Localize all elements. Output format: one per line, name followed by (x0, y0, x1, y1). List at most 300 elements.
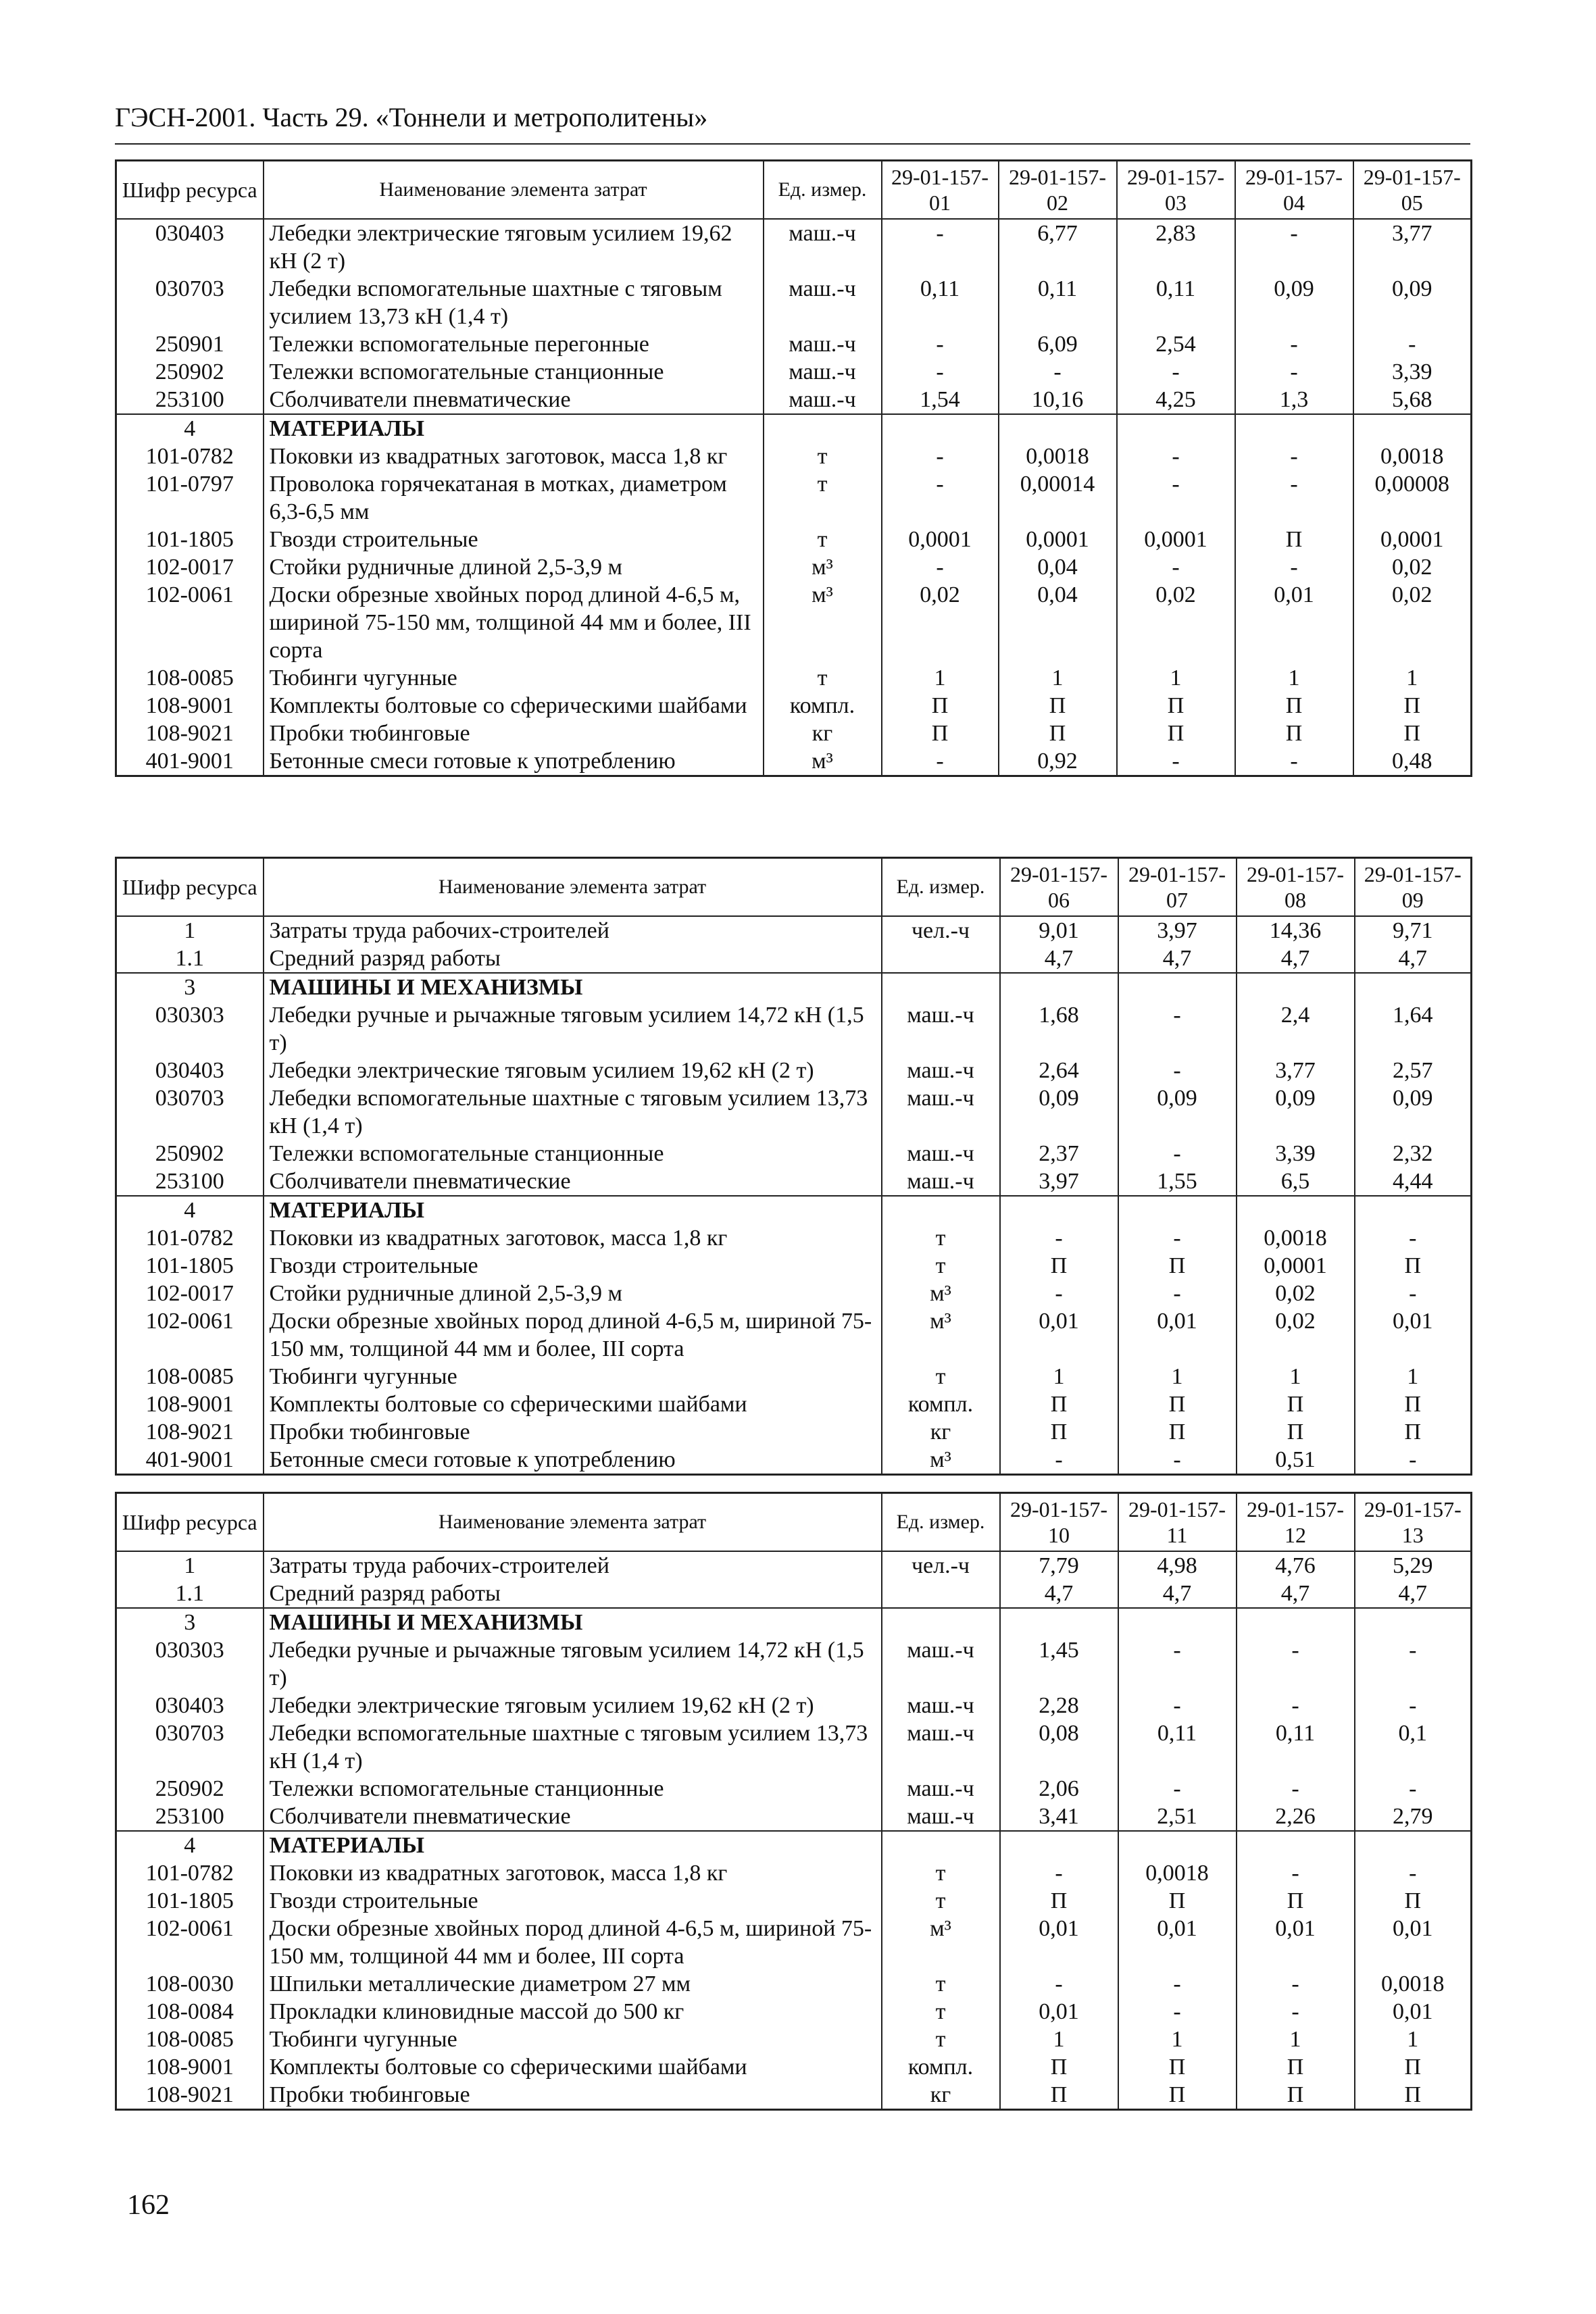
resource-code: 108-9021 (116, 2081, 264, 2110)
norm-value: 2,37 (1000, 1140, 1118, 1167)
norm-value: 0,11 (882, 275, 999, 330)
table-row (116, 1418, 1472, 1446)
table-row (116, 1446, 1472, 1475)
unit (882, 1580, 1000, 1608)
norm-value: 0,09 (1353, 275, 1472, 330)
unit: маш.-ч (764, 358, 882, 386)
section-row (116, 1196, 1472, 1224)
header-norm-code: 29-01-157-03 (1117, 161, 1235, 220)
unit: т (882, 2026, 1000, 2053)
table-row (116, 692, 1472, 720)
cost-element-name: Комплекты болтовые со сферическими шайбами (264, 2053, 882, 2081)
header-rule (115, 143, 1470, 145)
norm-value: 0,01 (1355, 1915, 1472, 1970)
header-unit: Ед. измер. (882, 1493, 1000, 1552)
norm-value: - (1237, 1998, 1355, 2026)
norm-value: - (1118, 1001, 1237, 1057)
table-row (116, 1551, 1472, 1580)
table-row (116, 916, 1472, 945)
norm-value: 2,26 (1237, 1803, 1355, 1831)
norm-value: П (1355, 1252, 1472, 1280)
section-title: МАТЕРИАЛЫ (264, 1831, 882, 1859)
norm-value: - (1237, 1692, 1355, 1719)
norm-value: П (1000, 1418, 1118, 1446)
unit: кг (882, 2081, 1000, 2110)
norm-value: - (1000, 1970, 1118, 1998)
unit: т (882, 1363, 1000, 1390)
resource-code: 030403 (116, 219, 264, 275)
cost-element-name: Проволока горячекатаная в мотках, диаметром 6,3-6,5 мм (264, 470, 764, 526)
table-row (116, 1252, 1472, 1280)
resource-code: 250902 (116, 1775, 264, 1803)
table-row (116, 2026, 1472, 2053)
resource-table-1 (115, 159, 1472, 777)
resource-code: 250902 (116, 358, 264, 386)
resource-code: 108-0085 (116, 664, 264, 692)
norm-value: - (882, 358, 999, 386)
table-row (116, 1001, 1472, 1057)
unit (764, 414, 882, 443)
resource-code: 253100 (116, 386, 264, 414)
unit: кг (882, 1418, 1000, 1446)
table-row (116, 1859, 1472, 1887)
norm-value: П (882, 720, 999, 747)
table-row (116, 1692, 1472, 1719)
norm-value: 0,0018 (999, 443, 1117, 470)
table-row (116, 1280, 1472, 1307)
norm-value: - (1118, 1140, 1237, 1167)
norm-value: 3,97 (1000, 1167, 1118, 1196)
norm-value (1237, 1831, 1355, 1859)
norm-value: 0,09 (1355, 1084, 1472, 1140)
norm-value: 0,01 (1118, 1307, 1237, 1363)
norm-value: 2,83 (1117, 219, 1235, 275)
resource-code: 108-0085 (116, 2026, 264, 2053)
cost-element-name: Лебедки электрические тяговым усилием 19,62 кН (2 т) (264, 1692, 882, 1719)
norm-value: П (1355, 1418, 1472, 1446)
norm-value: - (1118, 1970, 1237, 1998)
resource-code: 1.1 (116, 1580, 264, 1608)
norm-value: 4,98 (1118, 1551, 1237, 1580)
norm-value: 1,64 (1355, 1001, 1472, 1057)
norm-value: 1,55 (1118, 1167, 1237, 1196)
norm-value: - (1000, 1446, 1118, 1475)
norm-value: 0,08 (1000, 1719, 1118, 1775)
resource-code: 4 (116, 1831, 264, 1859)
table-row (116, 1057, 1472, 1084)
unit: т (764, 443, 882, 470)
norm-value (1355, 973, 1472, 1001)
norm-value: 1,45 (1000, 1636, 1118, 1692)
table-row (116, 1887, 1472, 1915)
norm-value (1355, 1608, 1472, 1636)
norm-value: 0,0001 (882, 526, 999, 553)
norm-value: 4,7 (1355, 945, 1472, 973)
table-row (116, 219, 1472, 275)
unit: м³ (882, 1446, 1000, 1475)
cost-element-name: Прокладки клиновидные массой до 500 кг (264, 1998, 882, 2026)
resource-code: 3 (116, 973, 264, 1001)
cost-element-name: Стойки рудничные длиной 2,5-3,9 м (264, 1280, 882, 1307)
unit: маш.-ч (882, 1636, 1000, 1692)
unit: т (882, 1970, 1000, 1998)
norm-value: - (1118, 1446, 1237, 1475)
norm-value: - (1117, 553, 1235, 581)
page-header-title: ГЭСН-2001. Часть 29. «Тоннели и метрополитены» (115, 102, 708, 132)
header-cost-element-name: Наименование элемента затрат (264, 858, 882, 917)
norm-value: 1 (1000, 2026, 1118, 2053)
resource-code: 1 (116, 916, 264, 945)
norm-value: 2,06 (1000, 1775, 1118, 1803)
norm-value: 7,79 (1000, 1551, 1118, 1580)
unit: т (882, 1224, 1000, 1252)
cost-element-name: Доски обрезные хвойных пород длиной 4-6,5 м, шириной 75-150 мм, толщиной 44 мм и более, III сорта (264, 581, 764, 664)
norm-value (1355, 1831, 1472, 1859)
norm-value (1000, 1196, 1118, 1224)
unit: маш.-ч (882, 1803, 1000, 1831)
norm-value (1117, 414, 1235, 443)
resource-code: 030703 (116, 1719, 264, 1775)
header-norm-code: 29-01-157-05 (1353, 161, 1472, 220)
norm-value: 0,01 (1000, 1307, 1118, 1363)
norm-value: 2,28 (1000, 1692, 1118, 1719)
unit: маш.-ч (882, 1001, 1000, 1057)
table-row (116, 1167, 1472, 1196)
table-row (116, 1224, 1472, 1252)
norm-value: 1 (1117, 664, 1235, 692)
norm-value: П (1000, 1390, 1118, 1418)
cost-element-name: Пробки тюбинговые (264, 2081, 882, 2110)
norm-value: 6,5 (1237, 1167, 1355, 1196)
unit (882, 1608, 1000, 1636)
norm-value: 1,68 (1000, 1001, 1118, 1057)
cost-element-name: Комплекты болтовые со сферическими шайбами (264, 692, 764, 720)
norm-value: - (1355, 1859, 1472, 1887)
norm-value: 4,44 (1355, 1167, 1472, 1196)
norm-value: П (1117, 720, 1235, 747)
norm-value: П (1118, 1887, 1237, 1915)
norm-value: 0,48 (1353, 747, 1472, 776)
norm-value: - (1117, 443, 1235, 470)
norm-value: 0,02 (1353, 581, 1472, 664)
norm-value: 0,92 (999, 747, 1117, 776)
table-row (116, 720, 1472, 747)
norm-value: - (1000, 1280, 1118, 1307)
cost-element-name: Сболчиватели пневматические (264, 386, 764, 414)
unit: маш.-ч (882, 1167, 1000, 1196)
norm-value: П (1000, 1887, 1118, 1915)
norm-value: - (1353, 330, 1472, 358)
norm-value (882, 414, 999, 443)
resource-code: 030703 (116, 275, 264, 330)
resource-code: 030403 (116, 1057, 264, 1084)
norm-value: - (1237, 1859, 1355, 1887)
norm-value: - (882, 747, 999, 776)
resource-code: 101-0782 (116, 1224, 264, 1252)
norm-value: 4,7 (1355, 1580, 1472, 1608)
table-row (116, 1915, 1472, 1970)
cost-element-name: Сболчиватели пневматические (264, 1167, 882, 1196)
norm-value: 9,01 (1000, 916, 1118, 945)
resource-code: 253100 (116, 1167, 264, 1196)
header-resource-code: Шифр ресурса (116, 161, 264, 220)
unit: маш.-ч (882, 1140, 1000, 1167)
unit: т (764, 664, 882, 692)
norm-value (1353, 414, 1472, 443)
norm-value: 2,79 (1355, 1803, 1472, 1831)
table-row (116, 470, 1472, 526)
norm-value (1237, 1196, 1355, 1224)
resource-code: 108-0084 (116, 1998, 264, 2026)
unit: маш.-ч (882, 1084, 1000, 1140)
resource-code: 250902 (116, 1140, 264, 1167)
unit: чел.-ч (882, 1551, 1000, 1580)
table-header-row (116, 1493, 1472, 1552)
norm-value: 0,02 (1237, 1280, 1355, 1307)
unit (882, 973, 1000, 1001)
resource-code: 108-9001 (116, 692, 264, 720)
norm-value: 1 (1237, 2026, 1355, 2053)
resource-code: 253100 (116, 1803, 264, 1831)
unit: т (764, 526, 882, 553)
norm-value: - (1355, 1775, 1472, 1803)
norm-value: П (1237, 2053, 1355, 2081)
norm-value: - (1355, 1636, 1472, 1692)
cost-element-name: Лебедки электрические тяговым усилием 19,62 кН (2 т) (264, 219, 764, 275)
norm-value: 0,0018 (1237, 1224, 1355, 1252)
cost-element-name: Пробки тюбинговые (264, 720, 764, 747)
resource-code: 102-0061 (116, 1307, 264, 1363)
norm-value: - (1355, 1280, 1472, 1307)
resource-code: 108-9001 (116, 2053, 264, 2081)
unit: компл. (882, 2053, 1000, 2081)
unit (882, 945, 1000, 973)
norm-value: П (1237, 1390, 1355, 1418)
norm-value (1000, 1608, 1118, 1636)
unit: чел.-ч (882, 916, 1000, 945)
norm-value: 10,16 (999, 386, 1117, 414)
norm-value: 0,0001 (1237, 1252, 1355, 1280)
resource-table-3 (115, 1492, 1472, 2111)
norm-value: 0,02 (1237, 1307, 1355, 1363)
norm-value: 0,0018 (1355, 1970, 1472, 1998)
table-header-row (116, 858, 1472, 917)
norm-value: 2,32 (1355, 1140, 1472, 1167)
unit: маш.-ч (882, 1775, 1000, 1803)
table-row (116, 1140, 1472, 1167)
section-title: МАТЕРИАЛЫ (264, 1196, 882, 1224)
cost-element-name: Доски обрезные хвойных пород длиной 4-6,5 м, шириной 75-150 мм, толщиной 44 мм и более, III сорта (264, 1307, 882, 1363)
norm-value: - (1118, 1775, 1237, 1803)
norm-value (1237, 973, 1355, 1001)
header-norm-code: 29-01-157-10 (1000, 1493, 1118, 1552)
norm-value: 5,68 (1353, 386, 1472, 414)
norm-value: 6,77 (999, 219, 1117, 275)
section-row (116, 1831, 1472, 1859)
norm-value: - (1235, 330, 1353, 358)
norm-value: - (1118, 1636, 1237, 1692)
cost-element-name: Комплекты болтовые со сферическими шайбами (264, 1390, 882, 1418)
cost-element-name: Тележки вспомогательные перегонные (264, 330, 764, 358)
header-norm-code: 29-01-157-06 (1000, 858, 1118, 917)
resource-code: 102-0061 (116, 1915, 264, 1970)
cost-element-name: Средний разряд работы (264, 1580, 882, 1608)
cost-element-name: Гвозди строительные (264, 1252, 882, 1280)
norm-value: 0,00008 (1353, 470, 1472, 526)
norm-value (1118, 1831, 1237, 1859)
unit: м³ (882, 1307, 1000, 1363)
table-row (116, 1363, 1472, 1390)
norm-value: 0,11 (999, 275, 1117, 330)
unit: т (764, 470, 882, 526)
unit: маш.-ч (764, 275, 882, 330)
norm-value: 4,7 (1000, 1580, 1118, 1608)
unit: компл. (764, 692, 882, 720)
table-row (116, 1775, 1472, 1803)
norm-value: 2,57 (1355, 1057, 1472, 1084)
norm-value: 0,02 (882, 581, 999, 664)
norm-value: П (1118, 1390, 1237, 1418)
cost-element-name: Тележки вспомогательные станционные (264, 1140, 882, 1167)
norm-value: 0,01 (1000, 1915, 1118, 1970)
table-row (116, 2081, 1472, 2110)
norm-value: - (1118, 1057, 1237, 1084)
table-row (116, 1998, 1472, 2026)
norm-value: 4,7 (1237, 1580, 1355, 1608)
table-row (116, 1580, 1472, 1608)
norm-value: 0,09 (1118, 1084, 1237, 1140)
cost-element-name: Тележки вспомогательные станционные (264, 1775, 882, 1803)
table-row (116, 1636, 1472, 1692)
norm-value: - (1117, 747, 1235, 776)
resource-code: 102-0017 (116, 553, 264, 581)
norm-value (1237, 1608, 1355, 1636)
unit: компл. (882, 1390, 1000, 1418)
norm-value: - (1117, 470, 1235, 526)
cost-element-name: Стойки рудничные длиной 2,5-3,9 м (264, 553, 764, 581)
norm-value: П (1355, 1390, 1472, 1418)
norm-value: - (1000, 1224, 1118, 1252)
norm-value: П (1355, 2081, 1472, 2110)
norm-value: 1 (882, 664, 999, 692)
unit: маш.-ч (882, 1057, 1000, 1084)
section-title: МАШИНЫ И МЕХАНИЗМЫ (264, 1608, 882, 1636)
norm-value: 2,54 (1117, 330, 1235, 358)
unit (882, 1831, 1000, 1859)
norm-value (1000, 1831, 1118, 1859)
norm-value: П (999, 720, 1117, 747)
norm-value: П (1355, 1887, 1472, 1915)
norm-value: 4,25 (1117, 386, 1235, 414)
norm-value: 4,7 (1237, 945, 1355, 973)
resource-code: 101-0782 (116, 1859, 264, 1887)
norm-value: - (882, 443, 999, 470)
norm-value: П (1118, 1418, 1237, 1446)
unit: м³ (764, 581, 882, 664)
table-row (116, 945, 1472, 973)
norm-value: 3,77 (1237, 1057, 1355, 1084)
header-norm-code: 29-01-157-08 (1237, 858, 1355, 917)
norm-value: 0,09 (1237, 1084, 1355, 1140)
norm-value: - (1355, 1446, 1472, 1475)
resource-code: 101-0782 (116, 443, 264, 470)
norm-value: 1 (1353, 664, 1472, 692)
header-unit: Ед. измер. (882, 858, 1000, 917)
unit: м³ (764, 553, 882, 581)
resource-code: 108-0085 (116, 1363, 264, 1390)
resource-code: 108-9021 (116, 1418, 264, 1446)
cost-element-name: Затраты труда рабочих-строителей (264, 1551, 882, 1580)
norm-value: 1 (1355, 1363, 1472, 1390)
cost-element-name: Доски обрезные хвойных пород длиной 4-6,5 м, шириной 75-150 мм, толщиной 44 мм и более, III сорта (264, 1915, 882, 1970)
norm-value (1000, 973, 1118, 1001)
norm-value: 0,02 (1117, 581, 1235, 664)
table-row (116, 553, 1472, 581)
norm-value: 0,11 (1237, 1719, 1355, 1775)
norm-value: 0,01 (1235, 581, 1353, 664)
norm-value: 3,41 (1000, 1803, 1118, 1831)
norm-value (1118, 973, 1237, 1001)
table-row (116, 275, 1472, 330)
norm-value: - (1355, 1692, 1472, 1719)
norm-value: 1,3 (1235, 386, 1353, 414)
table-row (116, 747, 1472, 776)
resource-table-2 (115, 857, 1472, 1476)
cost-element-name: Поковки из квадратных заготовок, масса 1,8 кг (264, 1859, 882, 1887)
norm-value: П (1353, 692, 1472, 720)
norm-value: 6,09 (999, 330, 1117, 358)
norm-value (1355, 1196, 1472, 1224)
norm-value: 2,51 (1118, 1803, 1237, 1831)
header-norm-code: 29-01-157-12 (1237, 1493, 1355, 1552)
resource-code: 3 (116, 1608, 264, 1636)
table-row (116, 1803, 1472, 1831)
resource-code: 1.1 (116, 945, 264, 973)
cost-element-name: Сболчиватели пневматические (264, 1803, 882, 1831)
norm-value: 4,7 (1118, 945, 1237, 973)
norm-value: 4,7 (1118, 1580, 1237, 1608)
section-title: МАТЕРИАЛЫ (264, 414, 764, 443)
cost-element-name: Лебедки ручные и рычажные тяговым усилием 14,72 кН (1,5 т) (264, 1001, 882, 1057)
unit: т (882, 1887, 1000, 1915)
table-row (116, 1307, 1472, 1363)
table-row (116, 443, 1472, 470)
norm-value: - (1235, 443, 1353, 470)
norm-value: 0,02 (1353, 553, 1472, 581)
table-row (116, 1970, 1472, 1998)
table-row (116, 1084, 1472, 1140)
norm-value: - (882, 553, 999, 581)
cost-element-name: Лебедки ручные и рычажные тяговым усилием 14,72 кН (1,5 т) (264, 1636, 882, 1692)
norm-value: 5,29 (1355, 1551, 1472, 1580)
norm-value: 3,39 (1353, 358, 1472, 386)
norm-value: П (1237, 1887, 1355, 1915)
unit: маш.-ч (764, 219, 882, 275)
norm-value: 1 (1000, 1363, 1118, 1390)
cost-element-name: Бетонные смеси готовые к употреблению (264, 747, 764, 776)
cost-element-name: Лебедки вспомогательные шахтные с тяговым усилием 13,73 кН (1,4 т) (264, 1719, 882, 1775)
resource-code: 101-1805 (116, 1887, 264, 1915)
page-number: 162 (127, 2190, 170, 2221)
header-norm-code: 29-01-157-04 (1235, 161, 1353, 220)
norm-value: 0,04 (999, 581, 1117, 664)
unit: м³ (882, 1915, 1000, 1970)
norm-value: 1 (999, 664, 1117, 692)
resource-code: 030303 (116, 1001, 264, 1057)
norm-value: П (1000, 1252, 1118, 1280)
table-row (116, 358, 1472, 386)
norm-value: - (1355, 1224, 1472, 1252)
